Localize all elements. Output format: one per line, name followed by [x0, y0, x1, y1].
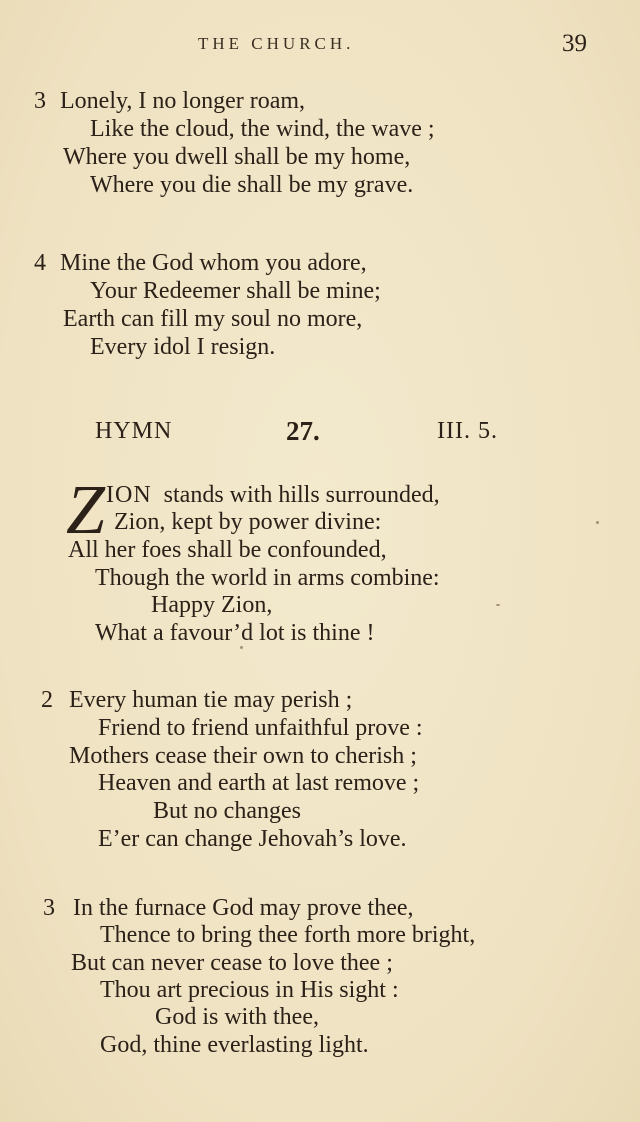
verse-line: Where you die shall be my grave.	[90, 172, 414, 198]
verse-line: Every idol I resign.	[90, 334, 276, 360]
verse-line	[106, 481, 440, 509]
verse-line: Though the world in arms combine:	[95, 565, 440, 591]
hymn-label: HYMN	[95, 418, 173, 444]
verse-line: But no changes	[153, 798, 301, 824]
paper-speck	[496, 604, 500, 606]
paper-speck	[240, 646, 243, 649]
verse-line: Earth can fill my soul no more,	[63, 306, 363, 332]
hymn-number: 27.	[286, 416, 320, 446]
verse-number: 3	[34, 88, 46, 114]
verse-text: stands with hills surrounded,	[163, 482, 440, 508]
verse-line: E’er can change Jehovah’s love.	[98, 826, 407, 852]
verse-line: Mothers cease their own to cherish ;	[69, 743, 417, 769]
verse-number: 3	[43, 895, 55, 921]
verse-line: God, thine everlasting light.	[100, 1032, 369, 1058]
verse-line	[41, 686, 352, 714]
hymn-heading	[0, 418, 640, 450]
first-word-caps: ION	[106, 482, 152, 508]
verse-line: Happy Zion,	[151, 592, 273, 618]
verse-line	[43, 894, 414, 922]
verse-line	[34, 87, 305, 115]
verse-text: Every human tie may perish ;	[69, 687, 353, 713]
verse-line: God is with thee,	[155, 1004, 319, 1030]
page-number: 39	[562, 30, 587, 57]
drop-cap: Z	[66, 472, 105, 549]
verse-text: Mine the God whom you adore,	[60, 250, 367, 276]
verse-line: Zion, kept by power divine:	[114, 509, 382, 535]
running-title: THE CHURCH.	[198, 34, 355, 53]
verse-line: Your Redeemer shall be mine;	[90, 278, 381, 304]
verse-line: Heaven and earth at last remove ;	[98, 770, 420, 796]
verse-line: Friend to friend unfaithful prove :	[98, 715, 423, 741]
verse-number: 4	[34, 250, 46, 276]
verse-text: Lonely, I no longer roam,	[60, 88, 306, 114]
verse-line	[34, 249, 367, 277]
verse-number: 2	[41, 687, 53, 713]
verse-line: Like the cloud, the wind, the wave ;	[90, 116, 435, 142]
hymn-meter: III. 5.	[437, 418, 498, 444]
paper-speck	[596, 521, 599, 524]
verse-line: But can never cease to love thee ;	[71, 950, 393, 976]
verse-line: Where you dwell shall be my home,	[63, 144, 411, 170]
verse-line: All her foes shall be confounded,	[68, 537, 387, 563]
verse-text: In the furnace God may prove thee,	[73, 895, 414, 921]
verse-line: What a favour’d lot is thine !	[95, 620, 375, 646]
verse-line: Thou art precious in His sight :	[100, 977, 399, 1003]
verse-line: Thence to bring thee forth more bright,	[100, 922, 476, 948]
